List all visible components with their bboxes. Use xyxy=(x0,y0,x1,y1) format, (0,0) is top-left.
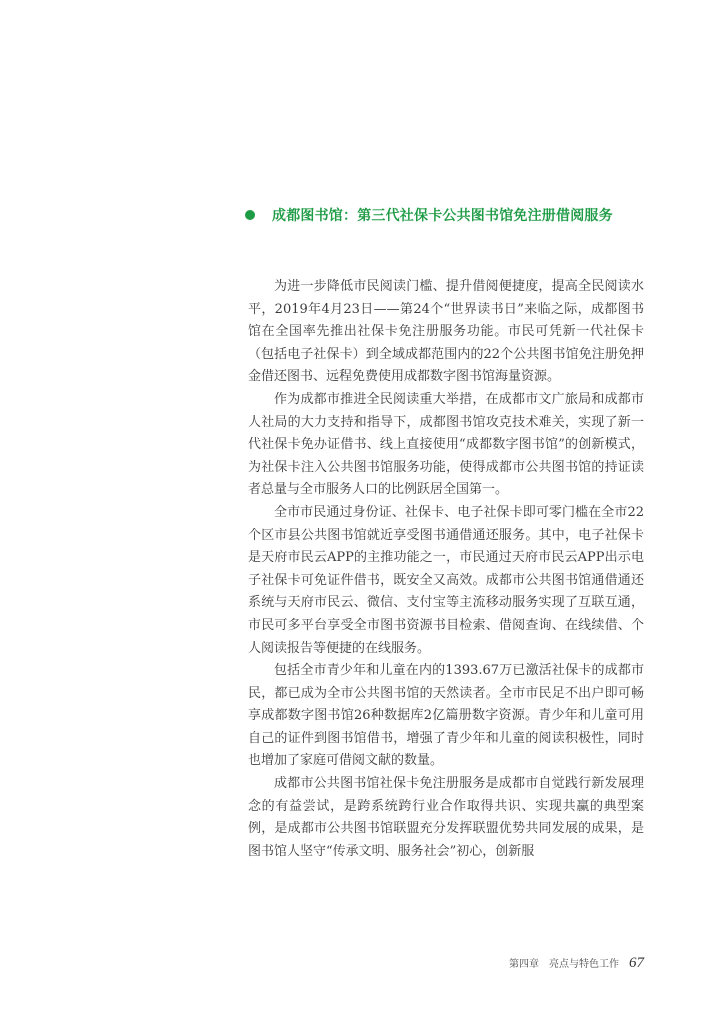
section-heading xyxy=(245,205,613,225)
article-body xyxy=(248,276,644,863)
page-number: 67 xyxy=(629,955,644,971)
chapter-label: 第四章 亮点与特色工作 xyxy=(509,959,619,970)
section-title: 成都图书馆：第三代社保卡公共图书馆免注册借阅服务 xyxy=(272,208,613,224)
page-footer xyxy=(509,955,644,972)
bullet-dot-icon xyxy=(245,210,255,220)
paragraph: 成都市公共图书馆社保卡免注册服务是成都市自觉践行新发展理念的有益尝试，是跨系统跨行业合作取得共识、实现共赢的典型案例，是成都市公共图书馆联盟充分发挥联盟优势共同发展的成果，是图书馆人坚守“传承文明、服务社会”初心，创新服 xyxy=(248,776,644,859)
paragraph: 为进一步降低市民阅读门槛、提升借阅便捷度，提高全民阅读水平，2019年4月23日——第24个“世界读书日”来临之际，成都图书馆在全国率先推出社保卡免注册服务功能。市民可凭新一代社保卡（包括电子社保卡）到全域成都范围内的22个公共图书馆免注册免押金借还图书、远程免费使用成都数字图书馆海量资源。 xyxy=(248,279,644,385)
paragraph: 作为成都市推进全民阅读重大举措，在成都市文广旅局和成都市人社局的大力支持和指导下，成都图书馆攻克技术难关，实现了新一代社保卡免办证借书、线上直接使用“成都数字图书馆”的创新模式，为社保卡注入公共图书馆服务功能，使得成都市公共图书馆的持证读者总量与全市服务人口的比例跃居全国第一。 xyxy=(248,391,644,498)
paragraph: 包括全市青少年和儿童在内的1393.67万已激活社保卡的成都市民，都已成为全市公共图书馆的天然读者。全市市民足不出户即可畅享成都数字图书馆26种数据库2亿篇册数字资源。青少年和儿童可用自己的证件到图书馆借书，增强了青少年和儿童的阅读积极性，同时也增加了家庭可借阅文献的数量。 xyxy=(248,663,644,769)
paragraph: 全市市民通过身份证、社保卡、电子社保卡即可零门槛在全市22个区市县公共图书馆就近享受图书通借通还服务。其中，电子社保卡是天府市民云APP的主推功能之一，市民通过天府市民云APP出示电子社保卡可免证件借书，既安全又高效。成都市公共图书馆通借通还系统与天府市民云、微信、支付宝等主流移动服务实现了互联互通，市民可多平台享受全市图书资源书目检索、借阅查询、在线续借、个人阅读报告等便捷的在线服务。 xyxy=(248,504,644,656)
